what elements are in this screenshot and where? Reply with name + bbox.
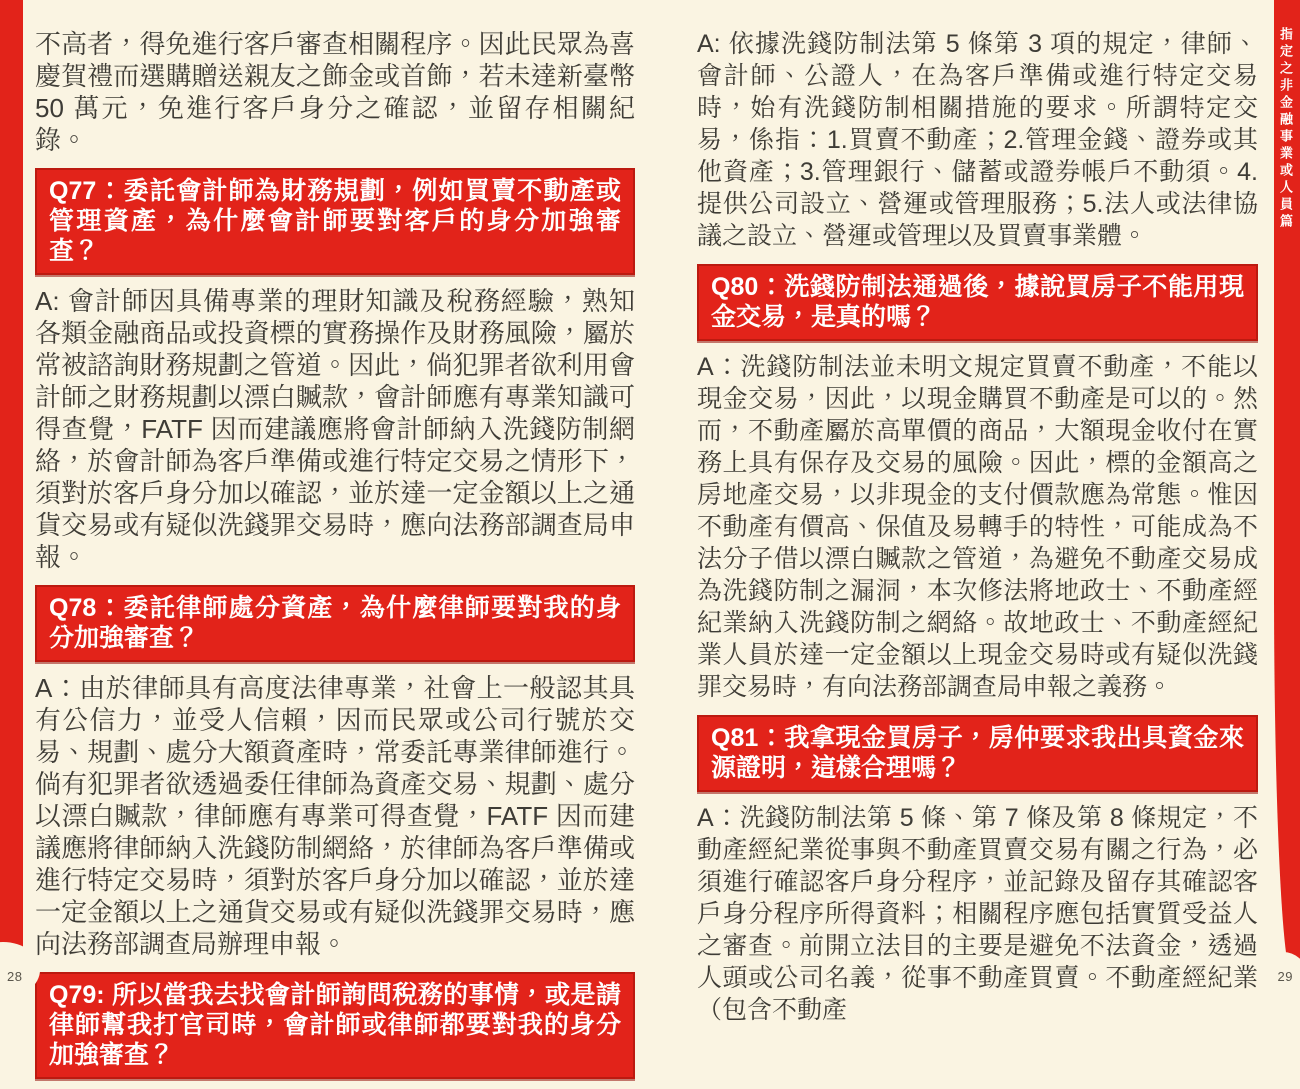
answer-paragraph-a80: A：洗錢防制法並未明文規定買賣不動產，不能以現金交易，因此，以現金購買不動產是可以的。然而，不動產屬於高單價的商品，大額現金收付在實務上具有保存及交易的風險。因此，標的金額高之房地產交易，以非現金的支付價款應為常態。惟因不動產有價高、保值及易轉手的特性，可能成為不法分子借以漂白贓款之管道，為避免不動產交易成為洗錢防制之漏洞，本次修法將地政士、不動產經紀業納入洗錢防制之網絡。故地政士、不動產經紀業人員於達一定金額以上現金交易時或有疑似洗錢罪交易時，有向法務部調查局申報之義務。 [697,353,1258,701]
left-page-column [35,0,635,1089]
question-box-q79: Q79: 所以當我去找會計師詢問稅務的事情，或是請律師幫我打官司時，會計師或律師都要對我的身分加強審查？ [35,972,635,1079]
question-box-q77: Q77：委託會計師為財務規劃，例如買賣不動產或管理資產，為什麼會計師要對客戶的身分加強審查？ [35,168,635,275]
right-page-column [697,0,1258,1089]
answer-paragraph-a81: A：洗錢防制法第 5 條、第 7 條及第 8 條規定，不動產經紀業從事與不動產買賣交易有關之行為，必須進行確認客戶身分程序，並記錄及留存其確認客戶身分程序所得資料；相關程序應包括實質受益人之審查。前開立法目的主要是避免不法資金，透過人頭或公司名義，從事不動產買賣。不動產經紀業（包含不動產 [697,804,1258,1024]
page-number-left: 28 [7,969,23,984]
question-box-q78: Q78：委託律師處分資產，為什麼律師要對我的身分加強審查？ [35,585,635,662]
page-number-right: 29 [1277,969,1293,984]
answer-paragraph-a78: A：由於律師具有高度法律專業，社會上一般認其具有公信力，並受人信賴，因而民眾或公司行號於交易、規劃、處分大額資產時，常委託專業律師進行。倘有犯罪者欲透過委任律師為資產交易、規劃、處分以漂白贓款，律師應有專業可得查覺，FATF 因而建議應將律師納入洗錢防制網絡，於律師為客戶準備或進行特定交易時，須對於客戶身分加以確認，並於達一定金額以上之通貨交易或有疑似洗錢罪交易時，應向法務部調查局辦理申報。 [35,673,635,959]
answer-paragraph-a79: A: 依據洗錢防制法第 5 條第 3 項的規定，律師、會計師、公證人，在為客戶準備或進行特定交易時，始有洗錢防制相關措施的要求。所謂特定交易，係指：1.買賣不動產；2.管理金錢、證券或其他資產；3.管理銀行、儲蓄或證券帳戶不動須。4.提供公司設立、營運或管理服務；5.法人或法律協議之設立、營運或管理以及買賣事業體。 [697,30,1258,250]
answer-paragraph-a77: A: 會計師因具備專業的理財知識及稅務經驗，熟知各類金融商品或投資標的實務操作及財務風險，屬於常被諮詢財務規劃之管道。因此，倘犯罪者欲利用會計師之財務規劃以漂白贓款，會計師應有專業知識可得查覺，FATF 因而建議應將會計師納入洗錢防制網絡，於會計師為客戶準備或進行特定交易之情形下，須對於客戶身分加以確認，並於達一定金額以上之通貨交易或有疑似洗錢罪交易時，應向法務部調查局申報。 [35,286,635,572]
chapter-tab-label: 指定之非金融事業或人員篇 [1278,27,1293,231]
question-box-q81: Q81：我拿現金買房子，房仲要求我出具資金來源證明，這樣合理嗎？ [697,715,1258,792]
page-spread [35,0,1258,1089]
left-edge-bar [0,0,23,976]
intro-paragraph: 不高者，得免進行客戶審查相關程序。因此民眾為喜慶賀禮而選購贈送親友之飾金或首飾，若未達新臺幣 50 萬元，免進行客戶身分之確認，並留存相關紀錄。 [35,29,635,155]
question-box-q80: Q80：洗錢防制法通過後，據說買房子不能用現金交易，是真的嗎？ [697,264,1258,341]
